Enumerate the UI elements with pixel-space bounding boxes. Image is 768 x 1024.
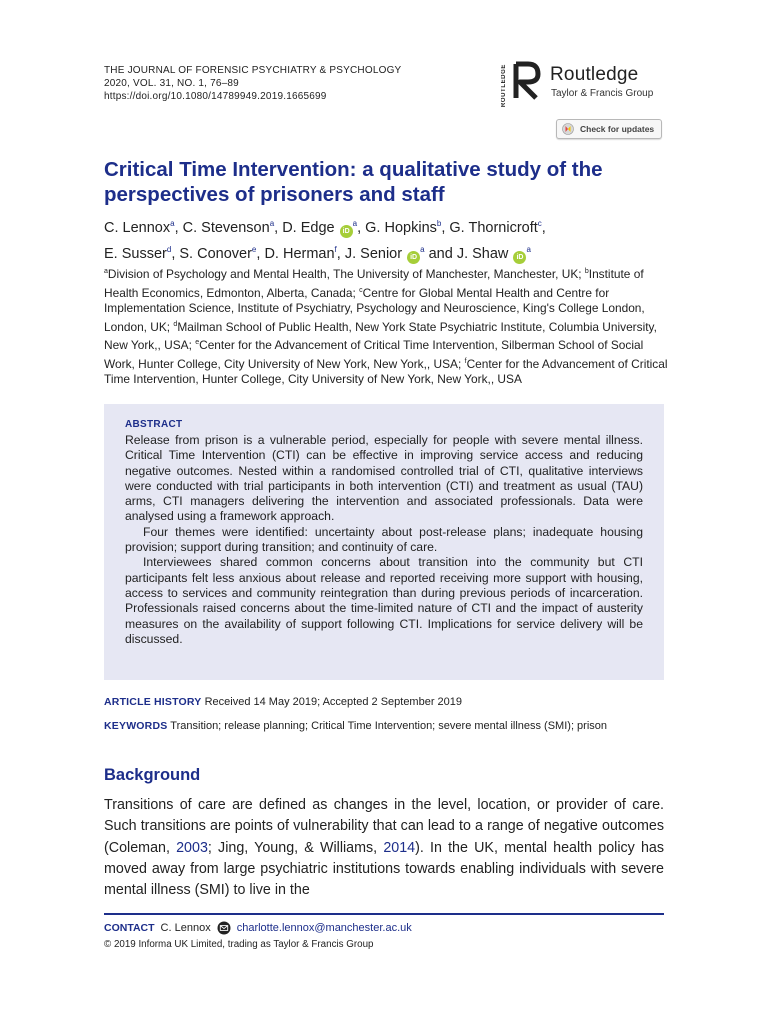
email-icon: [217, 921, 231, 935]
affiliation-sup: d: [166, 245, 172, 254]
affiliation-sup: a: [170, 219, 175, 228]
publisher-subtitle: Taylor & Francis Group: [551, 88, 654, 99]
affiliation-sup: a: [420, 245, 425, 254]
article-history-label: ARTICLE HISTORY: [104, 696, 202, 708]
author-name[interactable]: J. Shaw: [456, 246, 509, 262]
check-for-updates-label: Check for updates: [580, 124, 655, 134]
abstract-paragraph: Four themes were identified: uncertainty about post-release plans; inadequate housing provision; support during transition; and continuity of care.: [125, 524, 643, 555]
contact-line: [104, 921, 412, 935]
section-heading: Background: [104, 766, 201, 784]
publisher-vertical-text: ROUTLEDGE: [501, 64, 507, 108]
affiliation-sup: f: [334, 245, 337, 254]
author-name[interactable]: D. Edge: [282, 220, 335, 236]
publisher-name: Routledge: [550, 64, 639, 85]
contact-email-link[interactable]: charlotte.lennox@manchester.ac.uk: [236, 922, 412, 934]
author-name[interactable]: C. Stevenson: [182, 220, 270, 236]
article-title: Critical Time Intervention: a qualitative study of the perspectives of prisoners and staff: [104, 158, 603, 206]
author-name[interactable]: E. Susser: [104, 246, 167, 262]
keywords-text: Transition; release planning; Critical Time Intervention; severe mental illness (SMI); prison: [170, 720, 608, 732]
footer-rule: [104, 913, 664, 915]
citation-link[interactable]: 2003: [176, 839, 208, 856]
crossmark-icon: [562, 123, 574, 135]
keywords-label: KEYWORDS: [104, 720, 168, 732]
author-name[interactable]: D. Herman: [264, 246, 335, 262]
affiliation-marker: a: [104, 268, 108, 275]
abstract-paragraph: Interviewees shared common concerns about transition into the community but CTI participants felt less anxious about release and reported receiving more support with housing, access to services and community reintegration than during previous periods of incarceration. Professionals raised concerns about the time-limited nature of CTI and the impact of austerity measures on the availability of support following CTI. Implications for service delivery will be discussed.: [125, 555, 643, 646]
affiliation-sup: a: [526, 245, 531, 254]
article-history-text: Received 14 May 2019; Accepted 2 September 2019: [204, 696, 463, 708]
orcid-icon[interactable]: iD: [513, 251, 526, 264]
body-text-segment: ; Jing, Young, & Williams,: [207, 839, 384, 856]
body-text-segment: ). In the UK, mental health policy has moved away from large psychiatric institutions towards enabling individuals with severe mental illness (SMI) to live in the: [104, 839, 665, 899]
affiliation-sup: c: [537, 219, 542, 228]
journal-volume: 2020, VOL. 31, NO. 1, 76–89: [104, 78, 239, 89]
affiliation-marker: e: [195, 339, 200, 346]
orcid-icon[interactable]: iD: [407, 251, 420, 264]
affiliation-sup: b: [436, 219, 442, 228]
affiliation-sup: e: [251, 245, 257, 254]
contact-name: C. Lennox: [160, 922, 211, 934]
check-for-updates-button[interactable]: [556, 119, 662, 139]
affiliations: [104, 264, 670, 388]
author-name[interactable]: G. Thornicroft: [449, 220, 538, 236]
citation-link[interactable]: 2014: [383, 839, 416, 856]
keywords: [104, 720, 607, 732]
affiliation-text: Center for the Advancement of Critical Time Intervention, Hunter College, City University of New York, New York,, USA: [104, 356, 668, 386]
author-name[interactable]: S. Conover: [179, 246, 252, 262]
orcid-icon[interactable]: iD: [340, 225, 353, 238]
article-history: [104, 696, 462, 708]
affiliation-text: Institute of Health Economics, Edmonton, Alberta, Canada;: [104, 267, 644, 300]
affiliation-text: Division of Psychology and Mental Health, The University of Manchester, Manchester, UK;: [107, 267, 585, 281]
affiliation-marker: f: [464, 357, 467, 365]
abstract-body: [125, 433, 643, 647]
journal-name: THE JOURNAL OF FORENSIC PSYCHIATRY & PSYCHOLOGY: [104, 65, 402, 76]
author-name[interactable]: C. Lennox: [104, 220, 171, 236]
contact-label: CONTACT: [104, 922, 155, 934]
journal-doi[interactable]: https://doi.org/10.1080/14789949.2019.1665699: [104, 91, 327, 102]
affiliation-text: Mailman School of Public Health, New York State Psychiatric Institute, Columbia University, New York,, USA;: [104, 319, 657, 352]
body-paragraph: [104, 795, 664, 901]
affiliation-marker: d: [173, 320, 178, 328]
body-text-segment: Transitions of care are defined as changes in the level, location, or provider of care. Such transitions are points of vulnerability that can lead to a range of negative outcomes (Coleman,: [104, 797, 664, 856]
affiliation-marker: b: [584, 268, 589, 275]
author-list: C. Lennox$^a$, C. Stevenson$^a$, D. Edge $iD^a$, G. Hopkins$^b$, G. Thornicroft$^c$, E. Susser$^d$, S. Conover$^e$, D. Herman$^f$, J. Senior $iD^a$ and J. Shaw $iD^a$: [104, 219, 546, 262]
copyright: © 2019 Informa UK Limited, trading as Taylor & Francis Group: [104, 939, 374, 950]
abstract-heading: ABSTRACT: [125, 419, 183, 430]
affiliation-sup: a: [352, 219, 358, 228]
abstract-paragraph: Release from prison is a vulnerable period, especially for people with severe mental illness. Critical Time Intervention (CTI) can be effective in improving service access and reducing negative outcomes. Nested within a randomised controlled trial of CTI, qualitative interviews were conducted with trial participants in both intervention (CTI) and treatment as usual (TAU) arms, CTI managers delivering the intervention and associated professionals. Data were analysed using a framework approach.: [125, 433, 643, 524]
affiliation-marker: c: [359, 286, 363, 294]
routledge-logo-icon: [512, 60, 542, 102]
author-name[interactable]: J. Senior: [344, 246, 403, 262]
affiliation-sup: a: [269, 219, 275, 228]
author-conjunction: and: [428, 246, 453, 262]
affiliation-text: Centre for Global Mental Health and Centre for Implementation Science, Institute of Psychiatry, Psychology and Neuroscience, King's College London, London, UK;: [104, 285, 645, 334]
author-name[interactable]: G. Hopkins: [365, 220, 437, 236]
affiliation-text: Center for the Advancement of Critical Time Intervention, Silberman School of Social Work, Hunter College, City University of New York, New York,, USA;: [104, 338, 644, 371]
